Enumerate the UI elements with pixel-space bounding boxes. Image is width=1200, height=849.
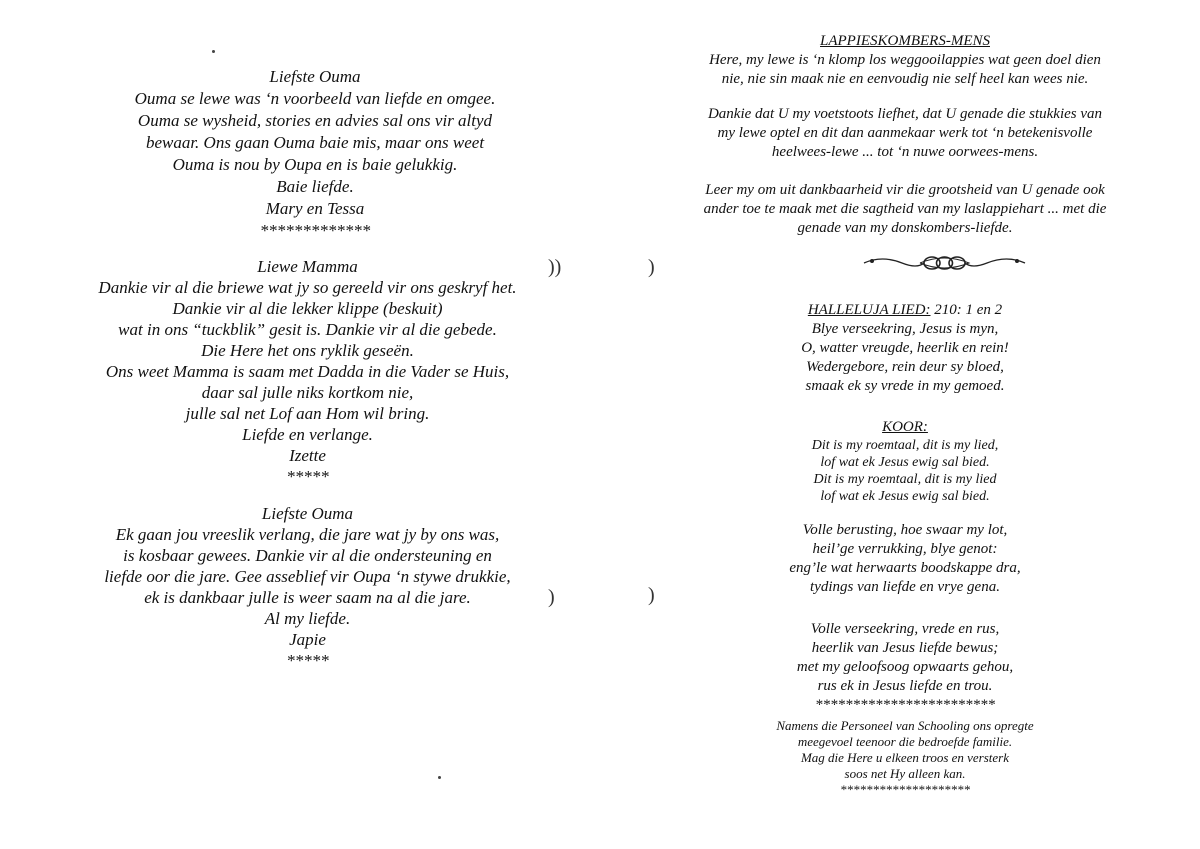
message-heading: Liefste Ouma	[261, 504, 354, 523]
poem-line: Leer my om uit dankbaarheid vir die grootsheid van U genade ook	[705, 182, 1105, 198]
hymn-verse-1	[705, 301, 1105, 396]
separator-stars: *****	[286, 467, 329, 486]
message-japie	[70, 503, 545, 671]
hymn-line: Blye verseekring, Jesus is myn,	[811, 321, 999, 337]
poem-line: my lewe optel en dit dan aanmekaar werk tot ‘n betekenisvolle	[717, 125, 1093, 141]
message-line: Baie liefde.	[276, 177, 354, 196]
hymn-line: eng’le wat herwaarts boodskappe dra,	[789, 560, 1021, 576]
hymn-reference	[705, 301, 1105, 320]
poem-line: Here, my lewe is ‘n klomp los weggooilappies wat geen doel dien	[709, 52, 1101, 68]
fold-mark: )	[648, 584, 655, 606]
separator-stars: ************************	[815, 697, 995, 713]
message-line: julle sal net Lof aan Hom wil bring.	[185, 404, 430, 423]
chorus-line: Dit is my roemtaal, dit is my lied,	[811, 438, 999, 453]
poem-title: LAPPIESKOMBERS-MENS	[820, 33, 990, 49]
message-line: Dankie vir al die lekker klippe (beskuit)	[172, 299, 443, 318]
message-line: Ons weet Mamma is saam met Dadda in die Vader se Huis,	[105, 362, 510, 381]
hymn-verse-3	[705, 620, 1105, 715]
poem-stanza-2	[670, 105, 1140, 162]
poem-line: nie, nie sin maak nie en eenvoudig nie self heel kan wees nie.	[721, 71, 1089, 87]
message-line: bewaar. Ons gaan Ouma baie mis, maar ons weet	[145, 133, 485, 152]
fold-mark: )	[548, 586, 555, 608]
separator-stars: *****	[286, 651, 329, 670]
hymn-line: smaak ek sy vrede in my gemoed.	[805, 378, 1005, 394]
condolence-line: Mag die Here u elkeen troos en versterk	[800, 750, 1010, 765]
poem-line: Dankie dat U my voetstoots liefhet, dat U genade die stukkies van	[707, 106, 1103, 122]
separator-stars: *************	[259, 221, 371, 240]
condolence-line: soos net Hy alleen kan.	[844, 766, 966, 781]
hymn-line: rus ek in Jesus liefde en trou.	[817, 678, 993, 694]
message-line: Ek gaan jou vreeslik verlang, die jare wat jy by ons was,	[115, 525, 500, 544]
message-line: Al my liefde.	[264, 609, 351, 628]
message-line: Dankie vir al die briewe wat jy so gereeld vir ons geskryf het.	[98, 278, 517, 297]
poem-stanza-3	[670, 181, 1140, 238]
hymn-line: Volle verseekring, vrede en rus,	[810, 621, 1000, 637]
message-mary-tessa	[100, 66, 530, 242]
message-heading: Liewe Mamma	[257, 257, 358, 276]
scroll-divider-icon	[862, 251, 1027, 275]
separator-stars: ********************	[840, 782, 970, 797]
hymn-line: O, watter vreugde, heerlik en rein!	[801, 340, 1009, 356]
message-line: Ouma is nou by Oupa en is baie gelukkig.	[172, 155, 458, 174]
condolence-note	[700, 718, 1110, 798]
hymn-heading: HALLELUJA LIED:	[807, 302, 931, 318]
message-line: Liefde en verlange.	[242, 425, 373, 444]
condolence-line: Namens die Personeel van Schooling ons opregte	[776, 718, 1034, 733]
fold-mark: )	[648, 256, 655, 278]
hymn-line: Wedergebore, rein deur sy bloed,	[806, 359, 1004, 375]
hymn-line: met my geloofsoog opwaarts gehou,	[796, 659, 1014, 675]
hymn-line: heil’ge verrukking, blye genot:	[812, 541, 998, 557]
scan-speck	[212, 50, 215, 53]
message-line: Ouma se lewe was ‘n voorbeeld van liefde en omgee.	[134, 89, 496, 108]
hymn-line: Volle berusting, hoe swaar my lot,	[802, 522, 1008, 538]
message-line: daar sal julle niks kortkom nie,	[201, 383, 414, 402]
hymn-number: 210: 1 en 2	[930, 302, 1003, 318]
scan-speck	[438, 776, 441, 779]
poem-line: genade van my donskombers-liefde.	[797, 220, 1013, 236]
hymn-chorus	[705, 418, 1105, 505]
hymn-line: heerlik van Jesus liefde bewus;	[811, 640, 999, 656]
message-line: liefde oor die jare. Gee asseblief vir Oupa ‘n stywe drukkie,	[104, 567, 511, 586]
message-line: Ouma se wysheid, stories en advies sal ons vir altyd	[137, 111, 493, 130]
chorus-line: lof wat ek Jesus ewig sal bied.	[820, 489, 990, 504]
message-line: wat in ons “tuckblik” gesit is. Dankie vir al die gebede.	[118, 320, 497, 339]
poem-line: ander toe te maak met die sagtheid van my laslappiehart ... met die	[703, 201, 1107, 217]
message-line: Die Here het ons ryklik geseën.	[201, 341, 414, 360]
message-signature: Japie	[289, 630, 326, 649]
hymn-line: tydings van liefde en vrye gena.	[810, 579, 1000, 595]
message-signature: Izette	[289, 446, 326, 465]
message-signature: Mary en Tessa	[265, 199, 365, 218]
message-heading: Liefste Ouma	[269, 67, 361, 86]
chorus-line: Dit is my roemtaal, dit is my lied	[813, 472, 997, 487]
fold-mark: ))	[548, 256, 562, 278]
poem-intro	[670, 32, 1140, 89]
chorus-heading: KOOR:	[882, 419, 928, 435]
message-izette	[70, 256, 545, 487]
hymn-verse-2	[705, 521, 1105, 597]
message-line: is kosbaar gewees. Dankie vir al die ondersteuning en	[123, 546, 492, 565]
poem-line: heelwees-lewe ... tot ‘n nuwe oorwees-mens.	[771, 144, 1039, 160]
chorus-line: lof wat ek Jesus ewig sal bied.	[820, 455, 990, 470]
right-page	[600, 0, 1200, 849]
message-line: ek is dankbaar julle is weer saam na al die jare.	[144, 588, 471, 607]
condolence-line: meegevoel teenoor die bedroefde familie.	[797, 734, 1013, 749]
